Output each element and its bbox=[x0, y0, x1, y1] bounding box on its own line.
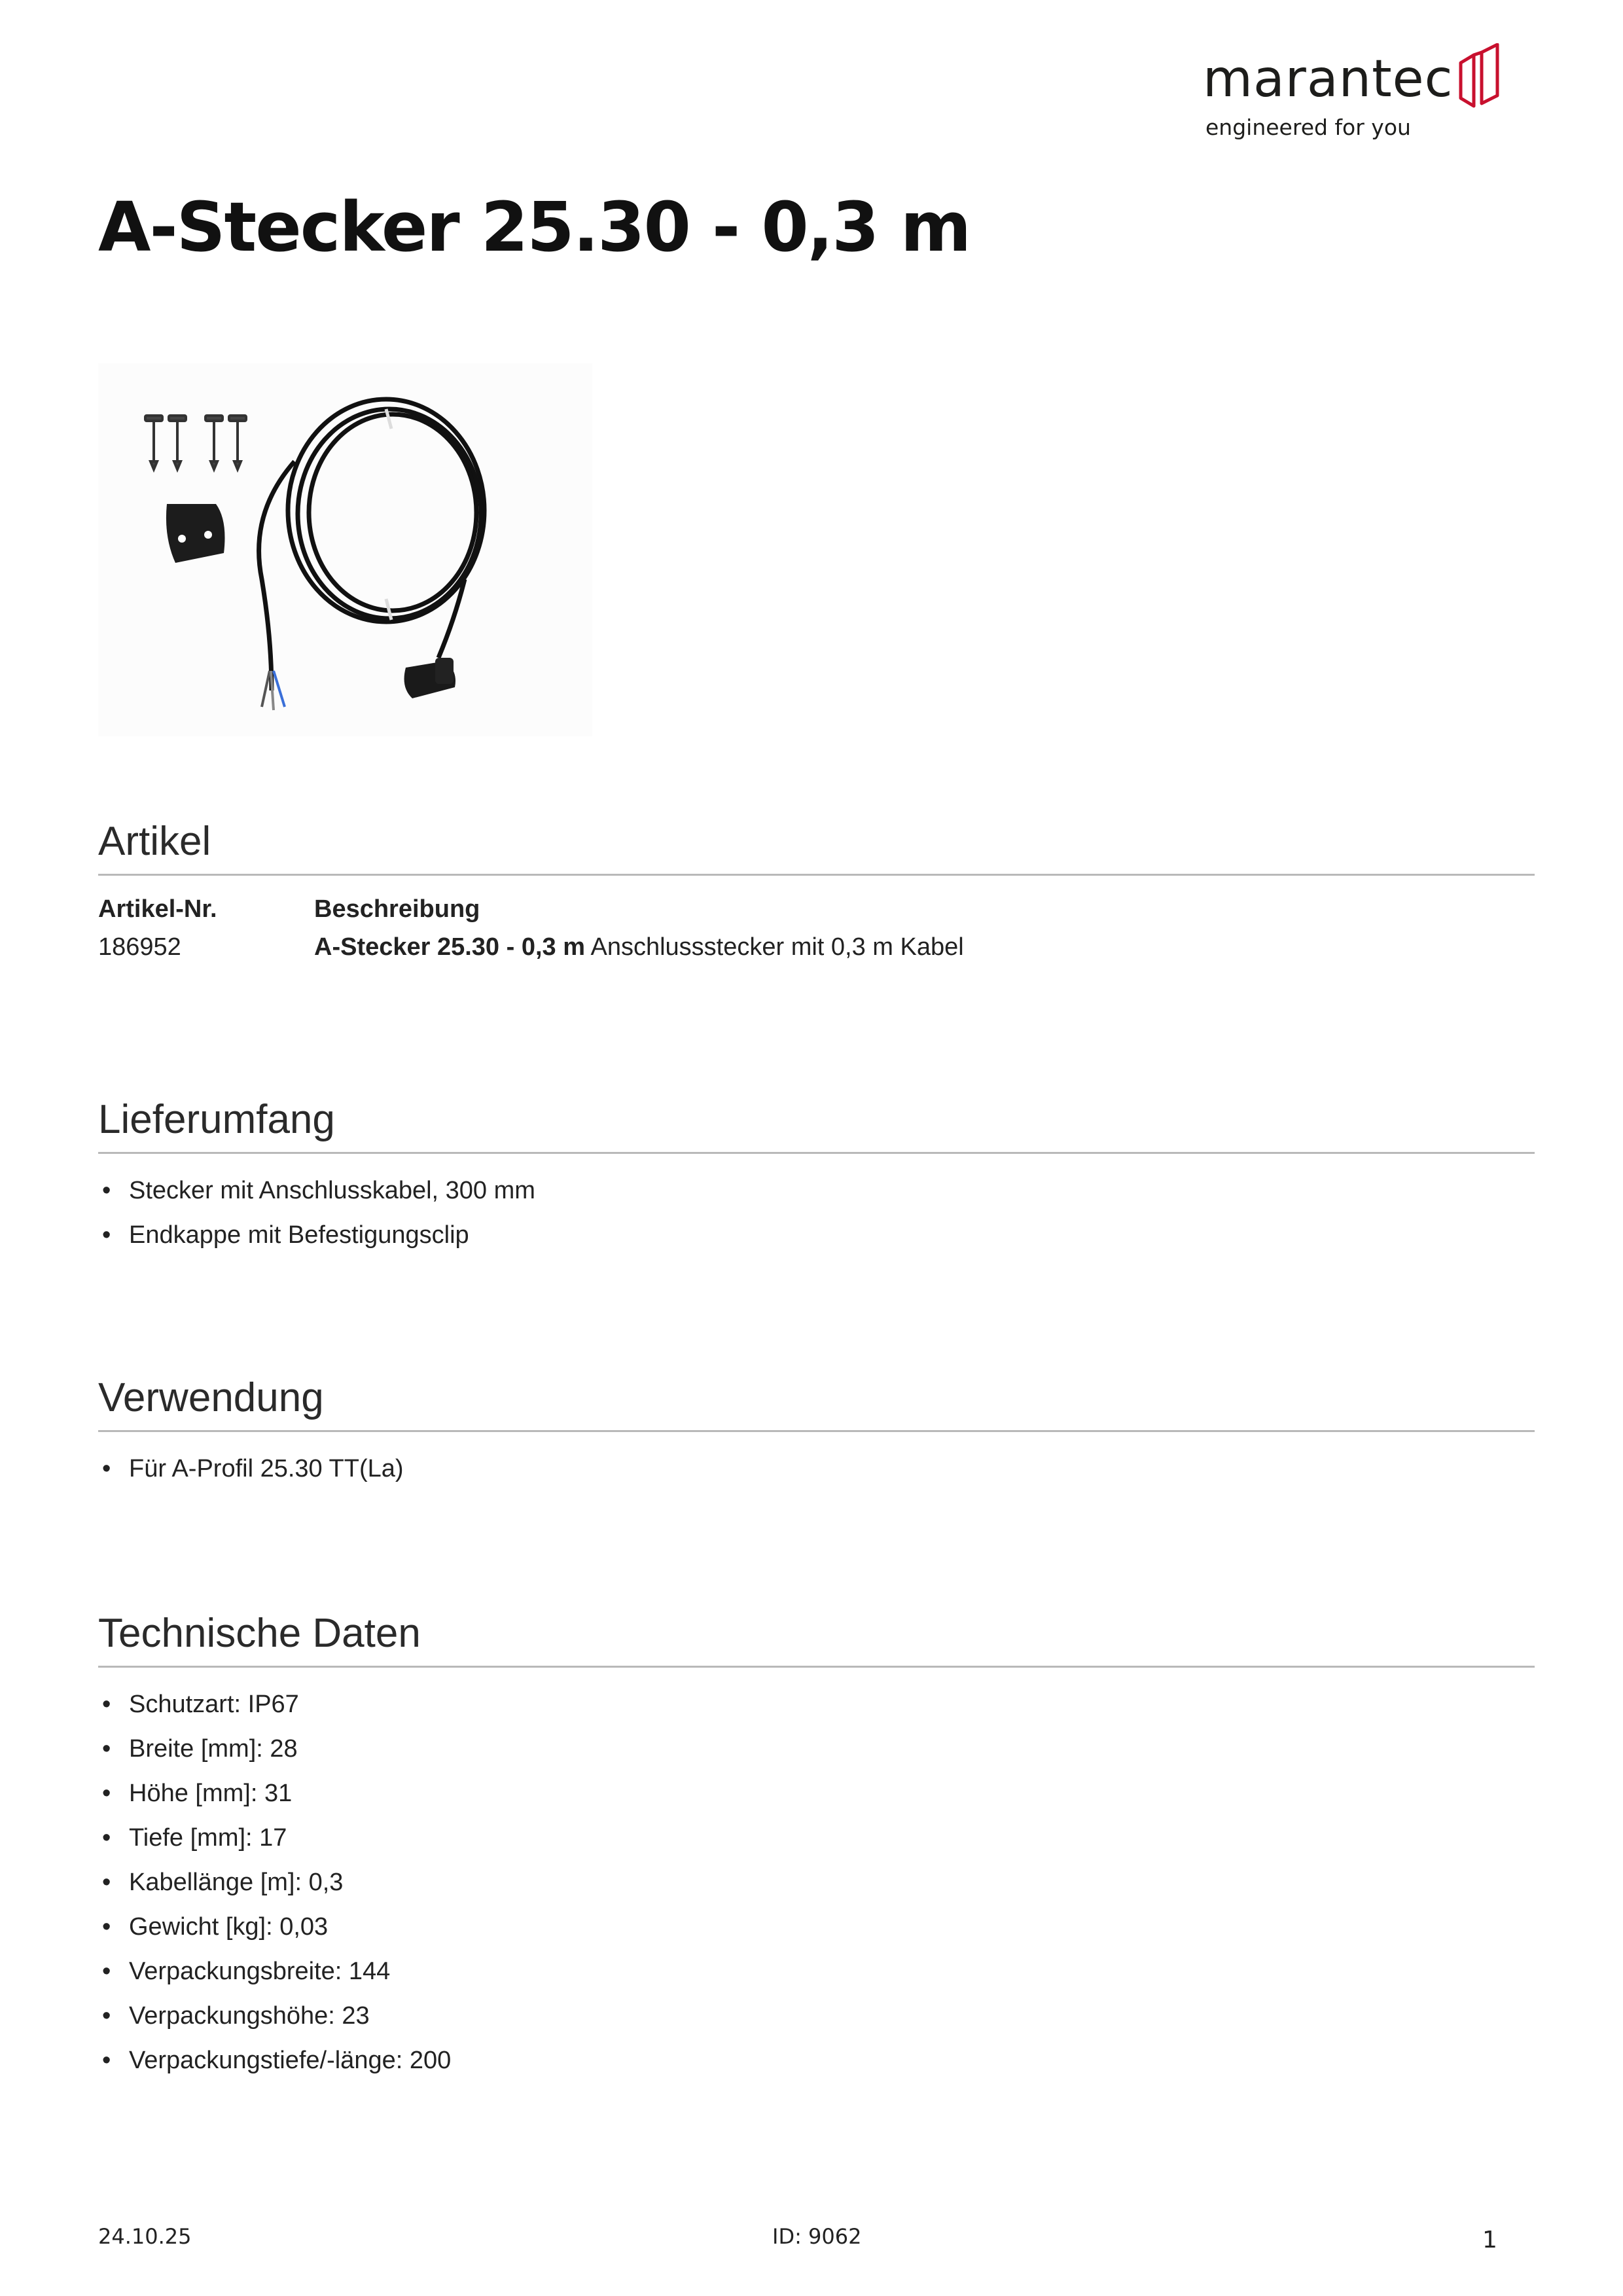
cable-tie-icon bbox=[386, 409, 391, 620]
product-image bbox=[98, 363, 592, 736]
screw-icon bbox=[145, 416, 246, 469]
list-item-text: Gewicht [kg]: 0,03 bbox=[129, 1913, 329, 1941]
artikel-description-name: A-Stecker 25.30 - 0,3 m bbox=[314, 933, 586, 961]
table-header-row bbox=[98, 890, 1535, 928]
section-heading-technische-daten: Technische Daten bbox=[98, 1610, 1535, 1668]
bullet-icon: • bbox=[102, 2047, 111, 2075]
bullet-icon: • bbox=[102, 1221, 111, 1249]
list-item-text: Verpackungsbreite: 144 bbox=[129, 1958, 391, 1986]
cable-coil-icon bbox=[259, 399, 484, 691]
bullet-icon: • bbox=[102, 1780, 111, 1808]
artikel-nr-value: 186952 bbox=[98, 933, 181, 961]
bullet-icon: • bbox=[102, 1824, 111, 1852]
list-item-text: Schutzart: IP67 bbox=[129, 1691, 299, 1719]
list-item bbox=[98, 1994, 1535, 2038]
list-item bbox=[98, 1682, 1535, 1727]
bullet-icon: • bbox=[102, 1958, 111, 1986]
table-row bbox=[98, 928, 1535, 966]
list-item-text: Tiefe [mm]: 17 bbox=[129, 1824, 287, 1852]
section-verwendung bbox=[98, 1374, 1535, 1491]
brand-name: marantec bbox=[1203, 50, 1454, 109]
section-heading-lieferumfang: Lieferumfang bbox=[98, 1096, 1535, 1154]
artikel-description-text: Anschlussstecker mit 0,3 m Kabel bbox=[585, 933, 964, 961]
endcap-icon bbox=[166, 504, 225, 563]
brand-logo bbox=[1203, 39, 1504, 151]
list-item bbox=[98, 1771, 1535, 1816]
list-item bbox=[98, 1905, 1535, 1949]
footer-page-number: 1 bbox=[1482, 2227, 1497, 2253]
technische-daten-list bbox=[98, 1682, 1535, 2083]
section-lieferumfang bbox=[98, 1096, 1535, 1257]
section-technische-daten bbox=[98, 1610, 1535, 2083]
list-item-text: Stecker mit Anschlusskabel, 300 mm bbox=[129, 1177, 535, 1205]
list-item bbox=[98, 1860, 1535, 1905]
lieferumfang-list bbox=[98, 1168, 1535, 1257]
column-header-beschreibung: Beschreibung bbox=[314, 895, 480, 924]
list-item-text: Kabellänge [m]: 0,3 bbox=[129, 1869, 344, 1897]
list-item bbox=[98, 1446, 1535, 1491]
list-item bbox=[98, 1168, 1535, 1213]
list-item-text: Verpackungstiefe/-länge: 200 bbox=[129, 2047, 452, 2075]
list-item-text: Breite [mm]: 28 bbox=[129, 1735, 298, 1763]
list-item-text: Für A-Profil 25.30 TT(La) bbox=[129, 1455, 404, 1483]
list-item bbox=[98, 1949, 1535, 1994]
marantec-logo-mark-icon bbox=[1457, 43, 1504, 111]
list-item bbox=[98, 2038, 1535, 2083]
footer-document-id: ID: 9062 bbox=[772, 2224, 862, 2249]
bullet-icon: • bbox=[102, 1455, 111, 1483]
bullet-icon: • bbox=[102, 1735, 111, 1763]
list-item-text: Endkappe mit Befestigungsclip bbox=[129, 1221, 469, 1249]
section-heading-verwendung: Verwendung bbox=[98, 1374, 1535, 1432]
plug-icon bbox=[404, 658, 455, 698]
footer-date: 24.10.25 bbox=[98, 2224, 192, 2249]
artikel-table bbox=[98, 890, 1535, 966]
column-header-artikel-nr: Artikel-Nr. bbox=[98, 895, 217, 924]
bullet-icon: • bbox=[102, 1177, 111, 1205]
section-artikel bbox=[98, 818, 1535, 966]
list-item bbox=[98, 1816, 1535, 1860]
brand-tagline: engineered for you bbox=[1205, 115, 1411, 140]
artikel-description bbox=[314, 928, 1535, 966]
section-heading-artikel: Artikel bbox=[98, 818, 1535, 876]
list-item bbox=[98, 1213, 1535, 1257]
bullet-icon: • bbox=[102, 1913, 111, 1941]
bullet-icon: • bbox=[102, 1691, 111, 1719]
bullet-icon: • bbox=[102, 2002, 111, 2030]
product-photo-icon bbox=[98, 363, 592, 736]
verwendung-list bbox=[98, 1446, 1535, 1491]
bullet-icon: • bbox=[102, 1869, 111, 1897]
page-title: A-Stecker 25.30 - 0,3 m bbox=[98, 187, 971, 267]
list-item bbox=[98, 1727, 1535, 1771]
list-item-text: Verpackungshöhe: 23 bbox=[129, 2002, 370, 2030]
list-item-text: Höhe [mm]: 31 bbox=[129, 1780, 293, 1808]
